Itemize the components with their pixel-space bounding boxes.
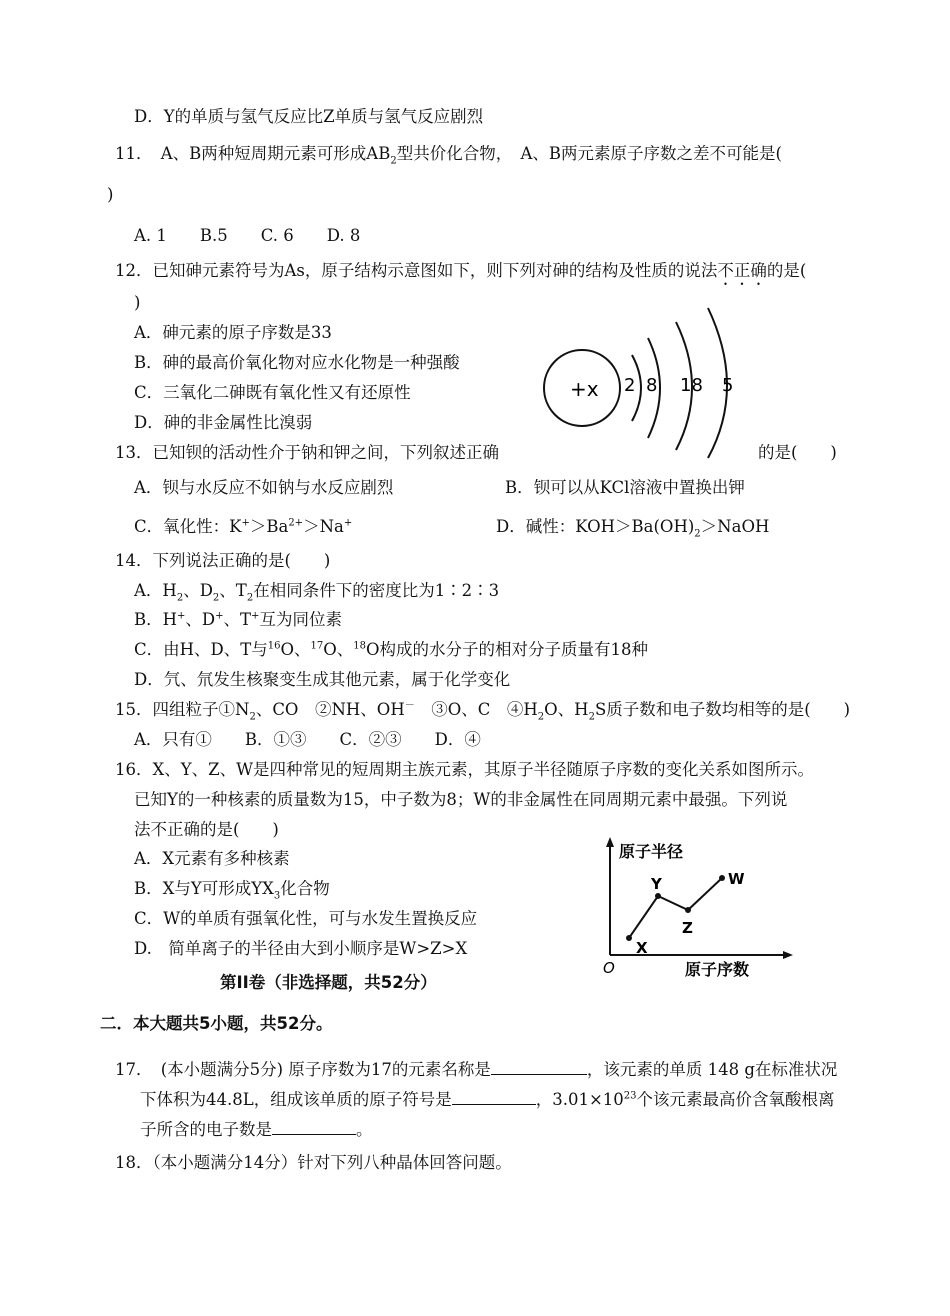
q16-b-sub: 3: [273, 890, 281, 902]
q17-line2: [140, 1088, 835, 1111]
q11-options: A. 1 B.5 C. 6 D. 8: [134, 226, 361, 245]
arsenic-atom-diagram: [540, 300, 770, 460]
answer-blank-3[interactable]: [272, 1118, 356, 1135]
x-axis-arrow: [783, 951, 793, 959]
origin-label: O: [603, 959, 615, 977]
q15-text: 15．四组粒子①N: [115, 700, 250, 719]
point-x: [626, 935, 632, 941]
q14-option-b: [134, 609, 342, 631]
q14-c-text: O、: [323, 640, 354, 659]
point-w: [719, 875, 725, 881]
q13-c-sup1: +: [241, 517, 250, 529]
q16-line2: 已知Y的一种核素的质量数为15，中子数为8；W的非金属性在同周期元素中最强。下列说: [134, 790, 788, 809]
q13-option-d: [496, 516, 769, 538]
q13-stem: 13．已知钡的活动性介于钠和钾之间，下列叙述正确: [115, 443, 499, 462]
q11-close: ): [107, 185, 114, 204]
q12-close: ): [134, 293, 141, 312]
q15-sup: －: [404, 700, 415, 712]
q13-c-a: C．氧化性：K: [134, 517, 242, 536]
q14-b-text: 、T: [223, 610, 252, 629]
section2-head: 二．本大题共5小题，共52分。: [100, 1014, 333, 1033]
q17-line1: [115, 1058, 837, 1081]
label-w: W: [728, 870, 745, 888]
q14-a-sub: 2: [246, 592, 254, 604]
q17-l3-b: 。: [356, 1120, 373, 1139]
q18-stem: 18．（本小题满分14分）针对下列八种晶体回答问题。: [115, 1153, 512, 1172]
atomic-radius-graph: [595, 835, 795, 983]
q13-c-sup3: +: [343, 517, 353, 529]
q14-a-text: A．H: [134, 581, 177, 600]
q17-l1-a: 17． (本小题满分5分) 原子序数为17的元素名称是: [115, 1060, 491, 1079]
q17-line3: [140, 1118, 373, 1141]
q12-stem-b: 的是(: [766, 261, 807, 280]
q13-d-sub: 2: [694, 528, 701, 540]
q12-option-b: B．砷的最高价氧化物对应水化物是一种强酸: [134, 353, 460, 372]
q16-option-c: C．W的单质有强氧化性，可与水发生置换反应: [134, 909, 478, 928]
q16-b-a: B．X与Y可形成YX: [134, 879, 274, 898]
label-y: Y: [651, 875, 662, 893]
q12-option-d: D．砷的非金属性比溴弱: [134, 413, 313, 432]
q15-sub: 2: [249, 711, 256, 723]
q13-c-sup2: 2+: [288, 517, 304, 529]
q10-option-d: D．Y的单质与氢气反应比Z单质与氢气反应剧烈: [134, 107, 484, 126]
section2-title: 第II卷（非选择题，共52分）: [220, 973, 437, 992]
q16-option-a: A．X元素有多种核素: [134, 849, 290, 868]
q14-c-sup: 16: [267, 640, 281, 652]
q12-option-c: C．三氧化二砷既有氧化性又有还原性: [134, 383, 411, 402]
point-z: [685, 907, 691, 913]
q11-stem-a: 11． A、B两种短周期元素可形成AB: [115, 144, 391, 163]
q15-text: S质子数和电子数均相等的是( ): [594, 700, 851, 719]
q16-line3: 法不正确的是( ): [134, 820, 279, 839]
q14-b-text: B．H: [134, 610, 178, 629]
q13-c-b: ＞Ba: [249, 517, 289, 536]
q14-a-sub: 2: [176, 592, 184, 604]
q14-stem: 14．下列说法正确的是( ): [115, 551, 331, 570]
q13-option-a: A．钡与水反应不如钠与水反应剧烈: [134, 478, 394, 497]
q16-b-b: 化合物: [280, 879, 330, 898]
radius-line: [629, 878, 722, 938]
q12-stem-emphasis: 不正确: [717, 261, 767, 280]
nucleus-label: +x: [570, 377, 599, 401]
q14-option-c: [134, 639, 648, 661]
label-x: X: [636, 939, 648, 957]
q17-l2-sup: 23: [623, 1090, 637, 1102]
answer-blank-1[interactable]: [491, 1058, 587, 1075]
q13-c-c: ＞Na: [303, 517, 344, 536]
q14-c-text: C．由H、D、T与: [134, 640, 268, 659]
q14-b-text: 、D: [185, 610, 216, 629]
q13-d-a: D．碱性：KOH＞Ba(OH): [496, 517, 695, 536]
q14-a-sub: 2: [212, 592, 220, 604]
q13-stem-end: 的是( ): [758, 443, 837, 462]
x-axis-label: 原子序数: [685, 960, 750, 979]
q15-sub: 2: [537, 711, 545, 723]
q13-d-b: ＞NaOH: [700, 517, 770, 536]
q14-option-d: D．氕、氘发生核聚变生成其他元素，属于化学变化: [134, 670, 511, 689]
y-axis-arrow: [606, 837, 614, 847]
q14-b-sup: +: [215, 610, 224, 622]
q11-stem: [115, 143, 782, 165]
q11-stem-sub: 2: [390, 155, 397, 167]
q15-text: 、CO ②NH、OH: [255, 700, 405, 719]
point-y: [655, 893, 661, 899]
q14-a-text: 、D: [183, 581, 213, 600]
q15-stem: [115, 699, 850, 721]
q15-text: ③O、C ④H: [414, 700, 538, 719]
shell-count-4: 5: [722, 375, 734, 396]
q14-c-text: O构成的水分子的相对分子质量有18种: [366, 640, 649, 659]
q17-l2-b: ，3.01×10: [535, 1090, 624, 1109]
shell-count-1: 2: [624, 375, 636, 396]
q14-b-sup: +: [177, 610, 186, 622]
answer-blank-2[interactable]: [452, 1088, 536, 1105]
q16-option-d: D. 简单离子的半径由大到小顺序是W>Z>X: [134, 939, 468, 958]
shell-count-2: 8: [646, 375, 658, 396]
q14-b-text: 互为同位素: [259, 610, 342, 629]
q13-option-b: B．钡可以从KCl溶液中置换出钾: [505, 478, 745, 497]
q14-c-sup: 18: [353, 640, 367, 652]
q12-option-a: A．砷元素的原子序数是33: [134, 323, 332, 342]
q16-option-b: [134, 878, 330, 900]
q17-l1-b: ，该元素的单质 148 g在标准状况: [586, 1060, 838, 1079]
q14-option-a: [134, 580, 499, 602]
q15-sub: 2: [588, 711, 595, 723]
q14-b-sup: +: [251, 610, 260, 622]
q17-l2-a: 下体积为44.8L，组成该单质的原子符号是: [140, 1090, 452, 1109]
q15-text: O、H: [544, 700, 589, 719]
q12-stem: [115, 260, 806, 289]
q16-line1: 16．X、Y、Z、W是四种常见的短周期主族元素，其原子半径随原子序数的变化关系如图所示。: [115, 760, 815, 779]
shell-count-3: 18: [680, 375, 703, 396]
q14-c-sup: 17: [310, 640, 324, 652]
y-axis-label: 原子半径: [619, 842, 684, 861]
q14-c-text: O、: [280, 640, 311, 659]
q11-stem-b: 型共价化合物， A、B两元素原子序数之差不可能是(: [396, 144, 782, 163]
q17-l3-a: 子所含的电子数是: [140, 1120, 272, 1139]
q17-l2-c: 个该元素最高价含氧酸根离: [636, 1090, 835, 1109]
q12-stem-a: 12．已知砷元素符号为As，原子结构示意图如下，则下列对砷的结构及性质的说法: [115, 261, 718, 280]
q13-option-c: [134, 516, 352, 538]
q14-a-text: 在相同条件下的密度比为1∶2∶3: [253, 581, 500, 600]
label-z: Z: [682, 919, 693, 937]
q14-a-text: 、T: [219, 581, 247, 600]
q15-options: A．只有① B．①③ C．②③ D．④: [134, 730, 481, 749]
